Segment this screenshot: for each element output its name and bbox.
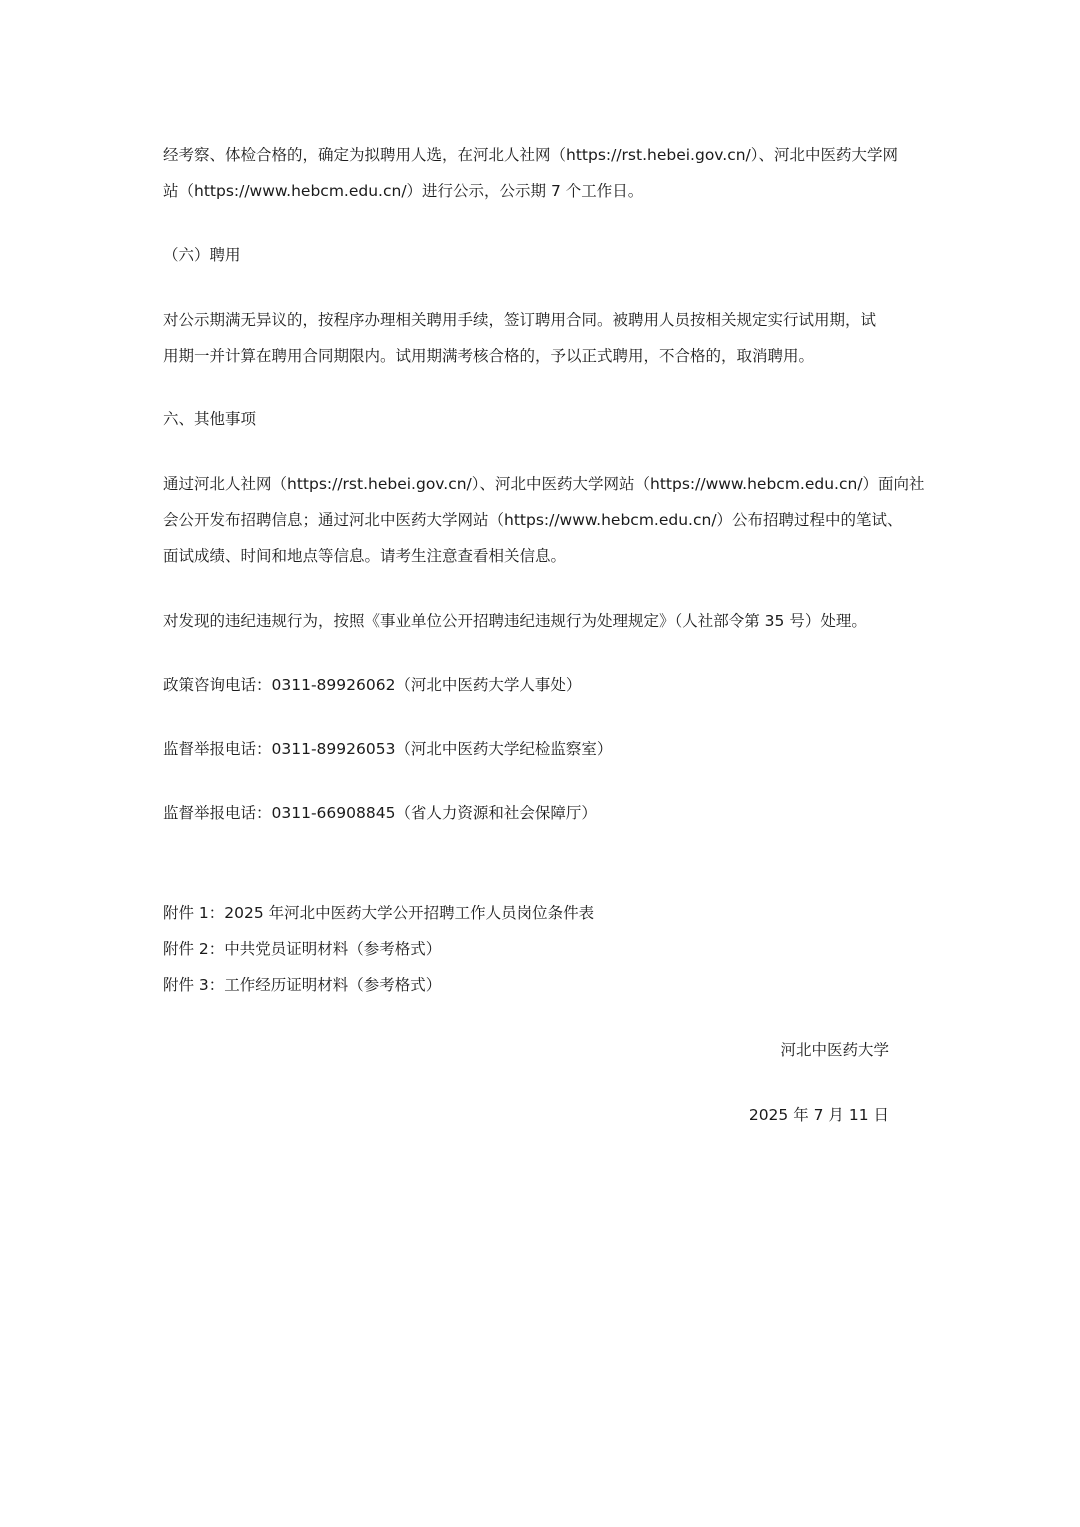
signature-org: 河北中医药大学 [780,1041,889,1059]
info-paragraph [163,466,925,574]
hire-paragraph [163,302,919,374]
contact-policy: 政策咨询电话：0311-89926062（河北中医药大学人事处） [163,676,582,694]
publicity-line-1: 经考察、体检合格的，确定为拟聘用人选，在河北人社网（https://rst.hebei.gov.cn/）、河北中医药大学网 [163,146,899,164]
contact-supervision-university: 监督举报电话：0311-89926053（河北中医药大学纪检监察室） [163,740,613,758]
info-line-3: 面试成绩、时间和地点等信息。请考生注意查看相关信息。 [163,547,567,565]
info-line-1: 通过河北人社网（https://rst.hebei.gov.cn/）、河北中医药大学网站（https://www.hebcm.edu.cn/）面向社 [163,475,925,493]
publicity-line-2: 站（https://www.hebcm.edu.cn/）进行公示，公示期 7 个工作日。 [163,182,644,200]
section-hire-heading: （六）聘用 [163,246,241,264]
publicity-paragraph [163,137,919,209]
contact-supervision-province: 监督举报电话：0311-66908845（省人力资源和社会保障厅） [163,804,597,822]
hire-line-2: 用期一并计算在聘用合同期限内。试用期满考核合格的，予以正式聘用，不合格的，取消聘用。 [163,347,815,365]
info-line-2: 会公开发布招聘信息；通过河北中医药大学网站（https://www.hebcm.edu.cn/）公布招聘过程中的笔试、 [163,511,903,529]
attachment-3: 附件 3：工作经历证明材料（参考格式） [163,976,442,994]
attachment-1: 附件 1：2025 年河北中医药大学公开招聘工作人员岗位条件表 [163,904,595,922]
section-other-heading: 六、其他事项 [163,410,257,428]
hire-line-1: 对公示期满无异议的，按程序办理相关聘用手续，签订聘用合同。被聘用人员按相关规定实行试用期，试 [163,311,877,329]
attachment-2: 附件 2：中共党员证明材料（参考格式） [163,940,442,958]
violation-paragraph: 对发现的违纪违规行为，按照《事业单位公开招聘违纪违规行为处理规定》（人社部令第 35 号）处理。 [163,612,867,630]
signature-date: 2025 年 7 月 11 日 [748,1106,889,1124]
